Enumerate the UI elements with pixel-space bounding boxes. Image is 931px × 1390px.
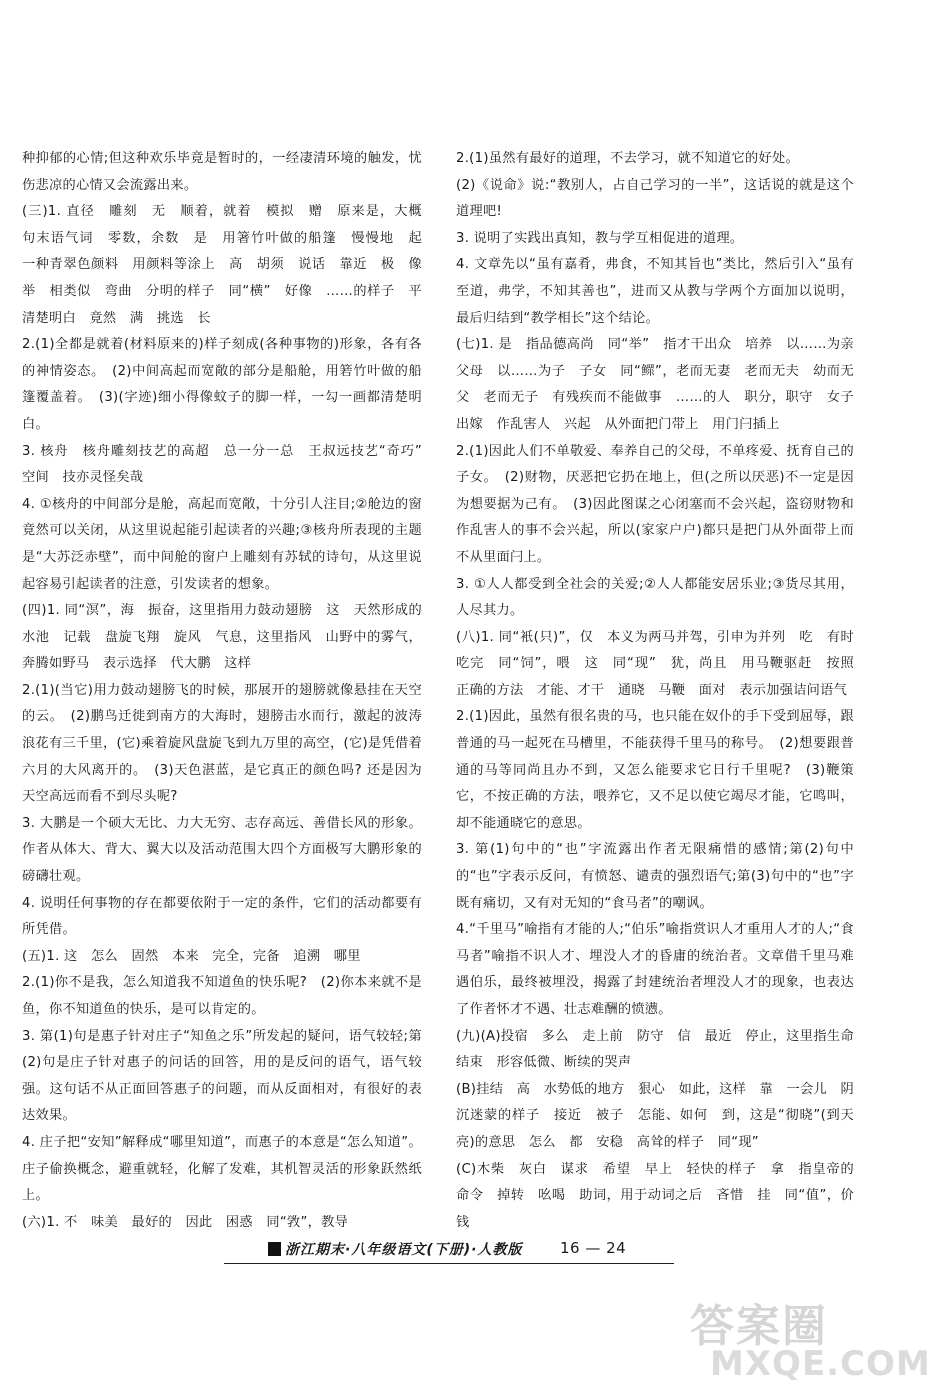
watermark-cn: 答案圈	[690, 1301, 828, 1352]
watermark-en: MXQE.COM	[710, 1344, 931, 1384]
answer-section-9-b: (B)挂结 高 水势低的地方 狠心 如此，这样 靠 一会儿 阴沉迷蒙的样子 接近 被子 怎能、如何 到，这是“彻晓”(到天亮)的意思 怎么 都 安稳 高耸的样子 同“现”	[456, 1081, 854, 1150]
page-footer	[0, 1236, 900, 1266]
answer-section-6-q1: (六)1. 不 味美 最好的 因此 困惑 同“敩”，教导	[22, 1214, 349, 1230]
answer-paragraph: 4. 庄子把“安知”解释成“哪里知道”，而惠子的本意是“怎么知道”。庄子偷换概念，避重就轻，化解了发难，其机智灵活的形象跃然纸上。	[22, 1134, 422, 1204]
answer-paragraph: 3. 第(1)句是惠子针对庄子“知鱼之乐”所发起的疑问，语气较轻;第(2)句是庄子针对惠子的问话的回答，用的是反问的语气，语气较强。这句话不从正面回答惠子的问题，而从反面相对，有很好的表达效果。	[22, 1028, 422, 1124]
answer-section-8-q1: (八)1. 同“衹(只)”，仅 本义为两马并驾，引申为并列 吃 有时 吃完 同“饲”，喂 这 同“现” 犹，尚且 用马鞭驱赶 按照 正确的方法 才能、才干 通晓 马鞭 面对 表示加强诘问语气	[456, 629, 868, 698]
answer-paragraph: 3. ①人人都受到全社会的关爱;②人人都能安居乐业;③货尽其用，人尽其力。	[456, 576, 854, 619]
answer-column-right	[456, 146, 868, 1236]
answer-paragraph: 2.(1)因此，虽然有很名贵的马，也只能在奴仆的手下受到屈辱，跟普通的马一起死在马槽里，不能获得千里马的称号。 (2)想要跟普通的马等同尚且办不到，又怎么能要求它日行千里呢? (3)鞭策它，不按正确的方法，喂养它，又不足以使它竭尽才能，它鸣叫，却不能通晓它的意思。	[456, 709, 854, 831]
answer-paragraph: 2.(1)虽然有最好的道理，不去学习，就不知道它的好处。	[456, 151, 799, 166]
answer-section-7-q1: (七)1. 是 指品德高尚 同“举” 指才干出众 培养 以……为亲 父母 以……为子 子女 同“鳏”，老而无妻 老而无夫 幼而无父 老而无子 有残疾而不能做事 ……的人 职分，职守 女子出嫁 作乱害人 兴起 从外面把门带上 用门闩插上	[456, 337, 868, 432]
answer-paragraph: 4. ①核舟的中间部分是舱，高起而宽敞，十分引人注目;②舱边的窗竟然可以关闭，从这里说起能引起读者的兴趣;③核舟所表现的主题是“大苏泛赤壁”，而中间舱的窗户上雕刻有苏轼的诗句，从这里说起容易引起读者的注意，引发读者的想象。	[22, 496, 422, 592]
footer-divider	[224, 1263, 674, 1264]
answer-section-9-c: (C)木柴 灰白 谋求 希望 早上 轻快的样子 拿 指皇帝的命令 掉转 吆喝 助词，用于动词之后 吝惜 挂 同“值”，价钱	[456, 1161, 854, 1230]
answer-paragraph: 3. 核舟 核舟雕刻技艺的高超 总一分一总 王叔远技艺“奇巧” 空间 技亦灵怪矣哉	[22, 443, 436, 486]
answer-section-5-q1: (五)1. 这 怎么 固然 本来 完全，完备 追溯 哪里	[22, 948, 361, 964]
answer-paragraph: 4.“千里马”喻指有才能的人;“伯乐”喻指赏识人才重用人才的人;“食马者”喻指不识人才、埋没人才的昏庸的统治者。文章借千里马难遇伯乐，最终被埋没，揭露了封建统治者埋没人才的现象，也表达了作者怀才不遇、壮志难酬的愤懑。	[456, 922, 854, 1017]
answer-paragraph: 3. 第(1)句中的“也”字流露出作者无限痛惜的感情;第(2)句中的“也”字表示反问，有愤怒、谴责的强烈语气;第(3)句中的“也”字既有痛切，又有对无知的“食马者”的嘲讽。	[456, 842, 854, 911]
answer-section-9-a: (九)(A)投宿 多么 走上前 防守 信 最近 停止，这里指生命结束 形容低微、断续的哭声	[456, 1028, 854, 1071]
answer-paragraph: 3. 大鹏是一个硕大无比、力大无穷、志存高远、善借长风的形象。作者从体大、背大、翼大以及活动范围大四个方面极写大鹏形象的磅礴壮观。	[22, 815, 422, 885]
answer-paragraph: (2)《说命》说:“教别人，占自己学习的一半”，这话说的就是这个道理吧!	[456, 177, 854, 220]
answer-paragraph: 3. 说明了实践出真知，教与学互相促进的道理。	[456, 230, 744, 246]
footer-square-icon	[268, 1242, 281, 1256]
answer-paragraph: 2.(1)(当它)用力鼓动翅膀飞的时候，那展开的翅膀就像悬挂在天空的云。 (2)鹏鸟迁徙到南方的大海时，翅膀击水而行，激起的波涛浪花有三千里，(它)乘着旋风盘旋飞到九万里的高空，(它)是凭借着六月的大风离开的。 (3)天色湛蓝，是它真正的颜色吗? 还是因为天空高远而看不到尽头呢?	[22, 682, 422, 805]
answer-section-4-q1: (四)1. 同“溟”，海 振奋，这里指用力鼓动翅膀 这 天然形成的水池 记载 盘旋飞翔 旋风 气息，这里指风 山野中的雾气，奔腾如野马 表示选择 代大鹏 这样	[22, 603, 422, 672]
watermark-logo	[690, 1290, 931, 1386]
answer-paragraph: 4. 说明任何事物的存在都要依附于一定的条件，它们的活动都要有所凭借。	[22, 895, 422, 938]
answer-paragraph: 种抑郁的心情;但这种欢乐毕竟是暂时的，一经凄清环境的触发，忧伤悲凉的心情又会流露出来。	[22, 151, 422, 193]
answer-section-3-q1: (三)1. 直径 雕刻 无 顺着，就着 模拟 赠 原来是，大概 句末语气词 零数，余数 是 用箸竹叶做的船篷 慢慢地 起 一种青翠色颜料 用颜料等涂上 高 胡须 说话 靠近 极 像 举 相类似 弯曲 分明的样子 同“横” 好像 ……的样子 平 清楚明白 竟然 满 挑选 长	[22, 204, 436, 326]
page-number: 16 — 24	[560, 1239, 627, 1257]
answer-paragraph: 2.(1)因此人们不单敬爱、奉养自己的父母，不单疼爱、抚育自己的子女。 (2)财物，厌恶把它扔在地上，但(之所以厌恶)不一定是因为想要据为己有。 (3)因此图谋之心闭塞而不会兴起，盗窃财物和作乱害人的事不会兴起，所以(家家户户)都只是把门从外面带上而不从里面闩上。	[456, 443, 854, 565]
footer-book-title: 浙江期末·八年级语文(下册)·人教版	[285, 1242, 523, 1258]
answer-paragraph: 2.(1)全都是就着(材料原来的)样子刻成(各种事物的)形象，各有各的神情姿态。 (2)中间高起而宽敞的部分是船舱，用箬竹叶做的船篷覆盖着。 (3)(字迹)细小得像蚊子的脚一样，一勾一画都清楚明白。	[22, 337, 422, 432]
answer-paragraph: 4. 文章先以“虽有嘉肴，弗食，不知其旨也”类比，然后引入“虽有至道，弗学，不知其善也”，进而又从教与学两个方面加以说明，最后归结到“教学相长”这个结论。	[456, 257, 854, 326]
answer-paragraph: 2.(1)你不是我，怎么知道我不知道鱼的快乐呢? (2)你本来就不是鱼，你不知道鱼的快乐，是可以肯定的。	[22, 975, 422, 1017]
answer-column-left	[22, 146, 436, 1236]
